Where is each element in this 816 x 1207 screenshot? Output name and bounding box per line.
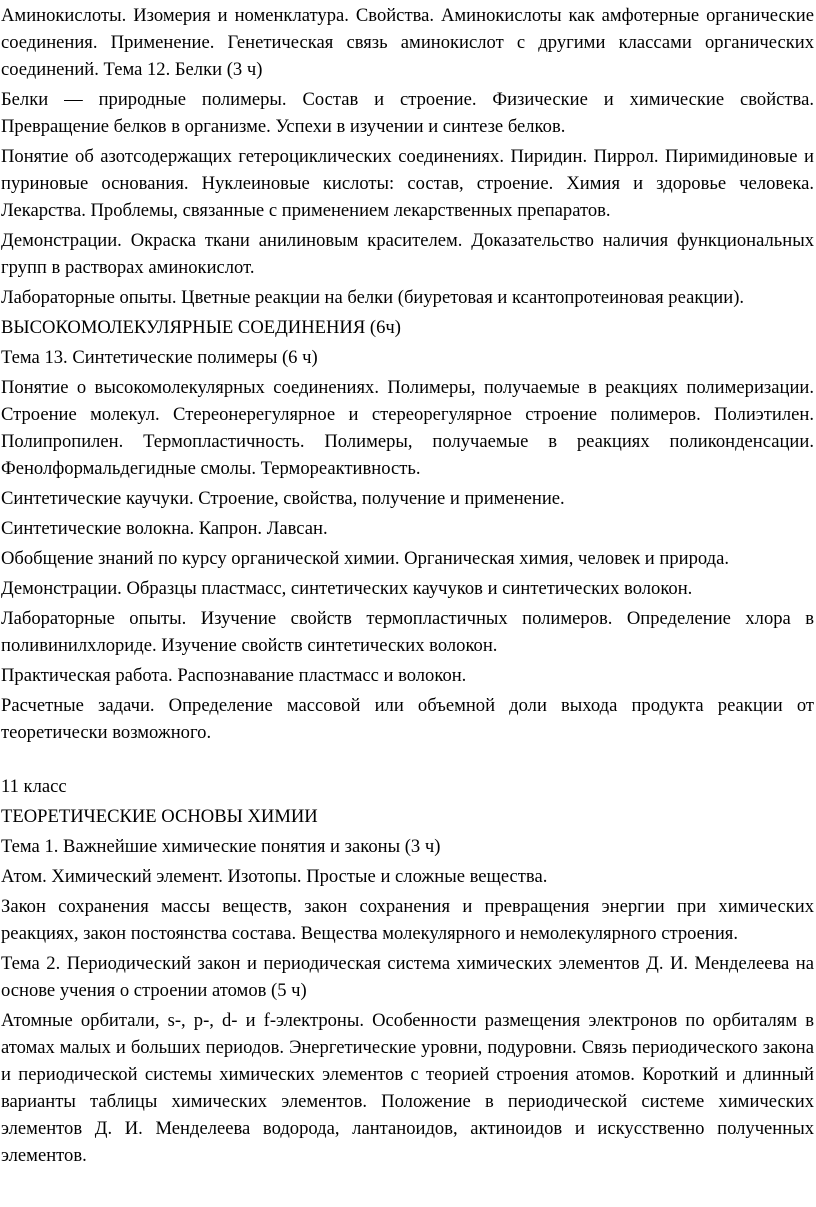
section-heading-theory: ТЕОРЕТИЧЕСКИЕ ОСНОВЫ ХИМИИ: [1, 806, 318, 827]
paragraph-generalization: Обобщение знаний по курсу органической химии. Органическая химия, человек и природа.: [1, 548, 730, 569]
topic-heading-13: Тема 13. Синтетические полимеры (6 ч): [1, 347, 318, 368]
paragraph-conservation-laws: Закон сохранения массы веществ, закон сохранения и превращения энергии при химических реакциях, закон постоянства состава. Вещества молекулярного и немолекулярного строения.: [1, 896, 814, 944]
paragraph-demonstrations-2: Демонстрации. Образцы пластмасс, синтетических каучуков и синтетических волокон.: [1, 578, 693, 599]
paragraph-polymers: Понятие о высокомолекулярных соединениях. Полимеры, получаемые в реакциях полимеризации. Строение молекул. Стереонерегулярное и стереорегулярное строение полимеров. Полиэтилен. Полипропилен. Термопластичность. Полимеры, получаемые в реакциях поликонденсации. Фенолформальдегидные смолы. Термореактивность.: [1, 377, 814, 479]
paragraph-fibers: Синтетические волокна. Капрон. Лавсан.: [1, 518, 328, 539]
paragraph-spacer: [1, 749, 814, 773]
paragraph-atom: Атом. Химический элемент. Изотопы. Простые и сложные вещества.: [1, 866, 548, 887]
section-heading-polymers: ВЫСОКОМОЛЕКУЛЯРНЫЕ СОЕДИНЕНИЯ (6ч): [1, 317, 401, 338]
paragraph-demonstrations-1: Демонстрации. Окраска ткани анилиновым красителем. Доказательство наличия функциональных групп в растворах аминокислот.: [1, 230, 814, 278]
paragraph-orbitals: Атомные орбитали, s-, p-, d- и f-электроны. Особенности размещения электронов по орбиталям в атомах малых и больших периодов. Энергетические уровни, подуровни. Связь периодического закона и периодической системы химических элементов с теорией строения атомов. Короткий и длинный варианты таблицы химических элементов. Положение в периодической системе химических элементов Д. И. Менделеева водорода, лантаноидов, актиноидов и искусственно полученных элементов.: [1, 1010, 814, 1166]
topic-heading-2: Тема 2. Периодический закон и периодическая система химических элементов Д. И. Менделеева на основе учения о строении атомов (5 ч): [1, 953, 814, 1001]
paragraph-proteins: Белки — природные полимеры. Состав и строение. Физические и химические свойства. Превращение белков в организме. Успехи в изучении и синтезе белков.: [1, 89, 814, 137]
paragraph-heterocyclic: Понятие об азотсодержащих гетероциклических соединениях. Пиридин. Пиррол. Пиримидиновые и пуриновые основания. Нуклеиновые кислоты: состав, строение. Химия и здоровье человека. Лекарства. Проблемы, связанные с применением лекарственных препаратов.: [1, 146, 814, 221]
paragraph-practical-work: Практическая работа. Распознавание пластмасс и волокон.: [1, 665, 467, 686]
topic-heading-1: Тема 1. Важнейшие химические понятия и законы (3 ч): [1, 836, 441, 857]
paragraph-amino-acids: Аминокислоты. Изомерия и номенклатура. Свойства. Аминокислоты как амфотерные органические соединения. Применение. Генетическая связь аминокислот с другими классами органических соединений. Тема 12. Белки (3 ч): [1, 5, 814, 80]
paragraph-rubbers: Синтетические каучуки. Строение, свойства, получение и применение.: [1, 488, 565, 509]
paragraph-lab-experiments-1: Лабораторные опыты. Цветные реакции на белки (биуретовая и ксантопротеиновая реакции).: [1, 287, 745, 308]
grade-heading: 11 класс: [1, 776, 67, 797]
paragraph-calculation-tasks: Расчетные задачи. Определение массовой или объемной доли выхода продукта реакции от теоретически возможного.: [1, 695, 814, 743]
paragraph-lab-experiments-2: Лабораторные опыты. Изучение свойств термопластичных полимеров. Определение хлора в поливинилхлориде. Изучение свойств синтетических волокон.: [1, 608, 814, 656]
